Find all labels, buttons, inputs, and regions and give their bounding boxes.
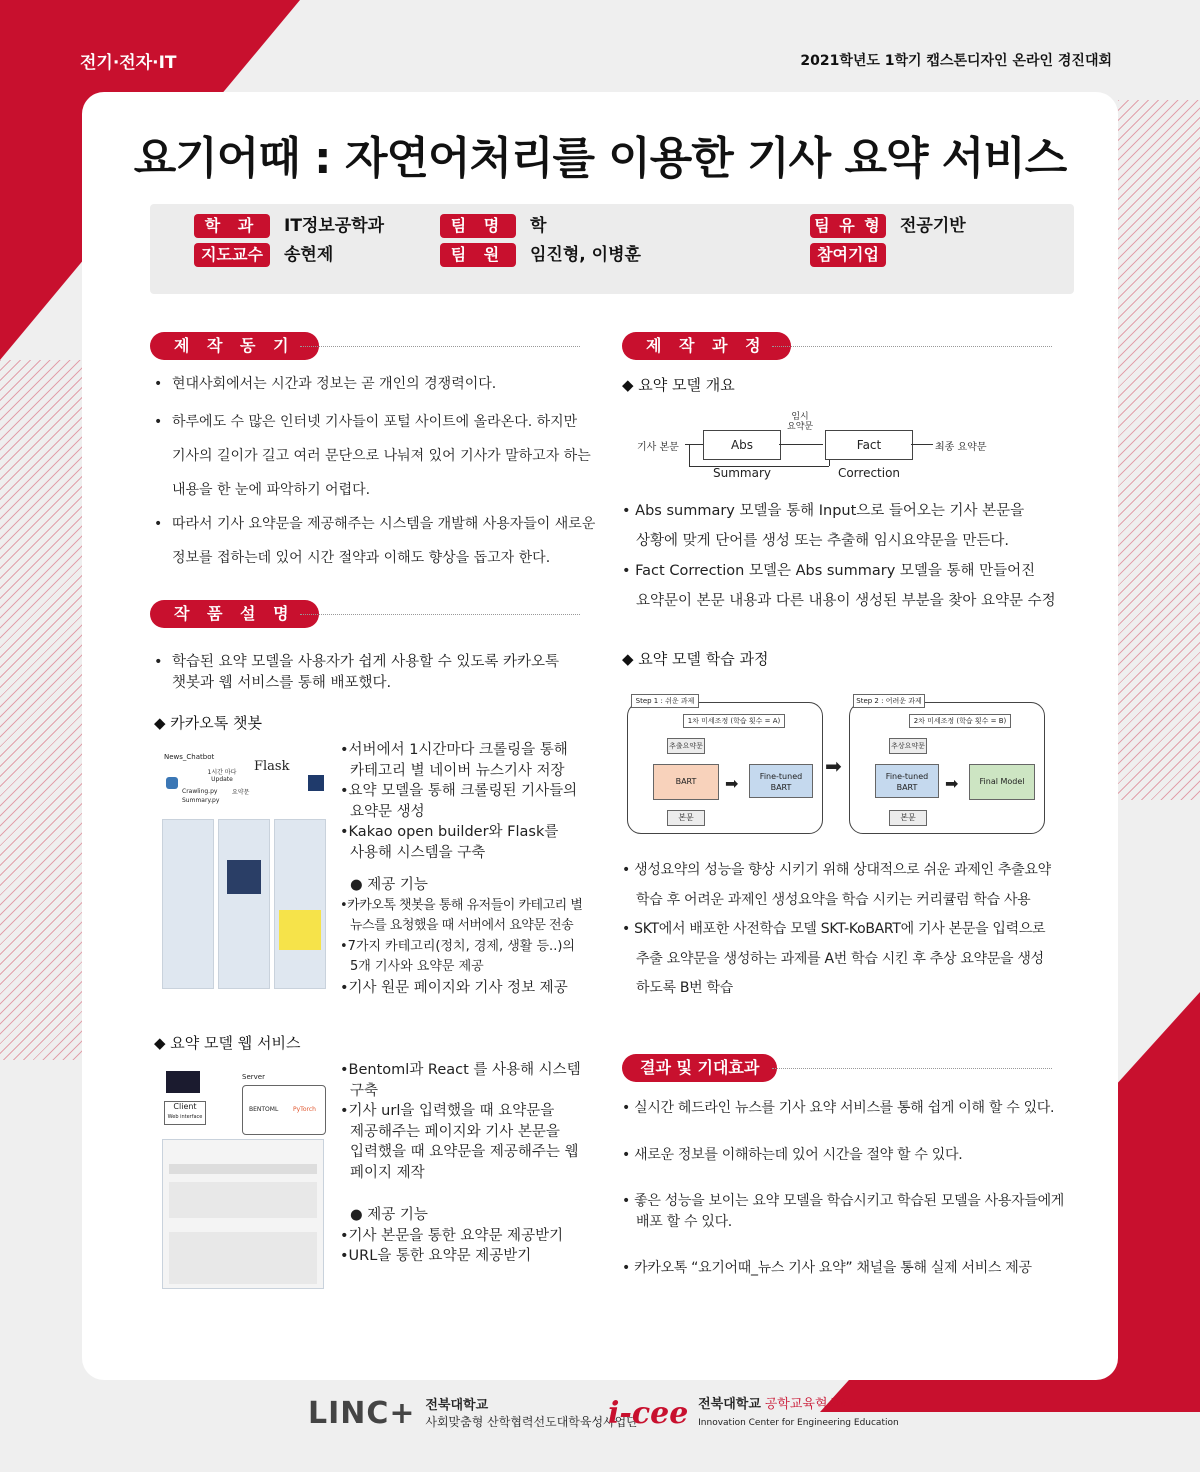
linc-logo: LINC+ [308,1396,416,1431]
icee-center: 공학교육혁신센터 [764,1397,866,1412]
linc-logo-group [308,1396,638,1431]
motivation-line-6: 정보를 접하는데 있어 시간 절약과 이해도 향상을 돕고자 한다. [172,550,551,566]
dept-tag: 학 과 [194,214,270,238]
step1-label: Step 1 : 쉬운 과제 [631,694,699,708]
results-section [622,1054,1052,1082]
description-heading: 작 품 설 명 [150,600,319,628]
description-intro: • 학습된 요약 모델을 사용자가 쉽게 사용할 수 있도록 카카오톡 챗봇과 웹 서비스를 통해 배포했다. [154,654,560,691]
description-section [150,600,580,628]
diagram-final-label: 최종 요약문 [935,442,987,453]
ext-summary-box: 추출요약문 [667,738,705,754]
members-value: 임진형, 이병훈 [530,245,641,265]
fig-summary-label: Summary.py [182,797,220,804]
motivation-line-3: 기사의 길이가 길고 여러 문단으로 나눠져 있어 기사가 말하고자 하는 [172,448,591,464]
web-desc: •Bentoml과 React 를 사용해 시스템 구축 •기사 url을 입력했을 때 요약문을 제공해주는 페이지와 기사 본문을 입력했을 때 요약문을 제공해주는 웹 페이지 제작 ● 제공 기능 •기사 본문을 통한 요약문 제공받기 •URL을 통한 요약문 제공받기 [340,1062,581,1264]
type-value: 전공기반 [900,216,966,236]
process-heading: 제 작 과 정 [622,332,791,360]
web-screenshot [162,1139,324,1289]
stripe-pattern-left [0,360,82,1060]
fig-torch-label: PyTorch [293,1106,316,1113]
icee-logo: i-cee [608,1396,689,1431]
overview-title: ◆ 요약 모델 개요 [622,376,735,394]
company-tag: 참여기업 [810,243,886,267]
stripe-pattern-right [1118,100,1200,800]
fig-newschatbot-label: News_Chatbot [164,753,215,761]
icee-en: Innovation Center for Engineering Education [698,1418,899,1428]
overview-desc: • Abs summary 모델을 통해 Input으로 들어오는 기사 본문을 상황에 맞게 단어를 생성 또는 추출해 임시요약문을 만든다. • Fact Correction 모델은 Abs summary 모델을 통해 만들어진 요약문이 본문 내용과 다른 내용이 생성된 부분을 찾아 요약문 수정 [622,503,1056,609]
poster-card [82,92,1118,1380]
ft-bart-box-2: Fine-tuned BART [875,764,939,798]
motivation-line-1: • 현대사회에서는 시간과 정보는 곧 개인의 경쟁력이다. [154,376,497,392]
step1-sub: 1차 미세조정 (학습 횟수 = A) [683,714,785,728]
members-tag: 팀 원 [440,243,516,267]
diagram-temp-label: 임시 요약문 [787,412,814,432]
dept-value: IT정보공학과 [284,216,385,236]
flask-logo: Flask [254,759,290,774]
train-title: ◆ 요약 모델 학습 과정 [622,650,769,668]
motivation-line-4: 내용을 한 눈에 파악하기 어렵다. [172,482,371,498]
team-tag: 팀 명 [440,214,516,238]
web-figure [162,1067,327,1292]
results-list: • 실시간 헤드라인 뉴스를 기사 요약 서비스를 통해 쉽게 이해 할 수 있다. • 새로운 정보를 이해하는데 있어 시간을 절약 할 수 있다. • 좋은 성능을 보이는 요약 모델을 학습시키고 학습된 모델을 사용자들에게 배포 할 수 있다. • 카카오톡 “요기어때_뉴스 기사 요약” 채널을 통해 실제 서비스 제공 [622,1100,1065,1276]
results-heading: 결과 및 기대효과 [622,1054,777,1082]
fig-client-box: Client Web interface [164,1101,206,1125]
arrow-icon-2: ➡ [945,774,959,793]
fig-server-label: Server [242,1073,265,1081]
advisor-value: 송현제 [284,245,334,265]
motivation-line-2: • 하루에도 수 많은 인터넷 기사들이 포털 사이트에 올라온다. 하지만 [154,414,578,430]
type-tag: 팀 유 형 [810,214,886,238]
training-diagram [627,690,1047,835]
fig-server-box [242,1085,326,1135]
linc-univ: 전북대학교 [425,1398,489,1413]
step2-label: Step 2 : 어려운 과제 [853,694,925,708]
step2-sub: 2차 미세조정 (학습 횟수 = B) [909,714,1011,728]
chatbot-title: ◆ 카카오톡 챗봇 [154,714,263,732]
fig-update-label: 1시간 마다 Update [207,769,237,783]
fig-summ-label: 요약문 [232,789,250,796]
chatbot-screenshot-2 [218,819,270,989]
arrow-icon: ➡ [725,774,739,793]
server-icon [308,775,324,791]
react-icon [166,1071,200,1093]
abs-summary-box: Abs Summary [703,430,781,460]
bart-box: BART [653,764,719,800]
icee-univ: 전북대학교 [698,1397,761,1412]
ft-bart-box-1: Fine-tuned BART [749,764,813,798]
motivation-heading: 제 작 동 기 [150,332,319,360]
team-info-box [150,204,1074,294]
category-label: 전기·전자·IT [80,53,177,73]
fact-correction-box: Fact Correction [825,430,913,460]
src-box-1: 본문 [667,810,705,826]
chatbot-screenshot-1 [162,819,214,989]
overview-diagram [637,410,997,480]
chatbot-figure [162,747,322,997]
team-value: 학 [530,216,547,236]
step-arrow-icon: ➡ [825,754,842,778]
motivation-section [150,332,580,360]
train-desc: • 생성요약의 성능을 향상 시키기 위해 상대적으로 쉬운 과제인 추출요약 학습 후 어려운 과제인 생성요약을 학습 시키는 커리큘럼 학습 사용 • SKT에서 배포한 사전학습 모델 SKT-KoBART에 기사 본문을 입력으로 추출 요약문을 생성하는 과제를 A번 학습 시킨 후 추상 요약문을 생성 하도록 B번 학습 [622,862,1051,996]
src-box-2: 본문 [889,810,927,826]
contest-label: 2021학년도 1학기 캡스톤디자인 온라인 경진대회 [800,53,1112,69]
final-model-box: Final Model [969,764,1035,800]
icee-logo-group [608,1396,899,1431]
advisor-tag: 지도교수 [194,243,270,267]
linc-org: 사회맞춤형 산학협력선도대학육성사업단 [425,1415,638,1429]
chatbot-screenshot-3 [274,819,326,989]
fig-crawling-label: Crawling.py [182,788,218,795]
web-title: ◆ 요약 모델 웹 서비스 [154,1034,301,1052]
python-icon [166,777,178,789]
process-section [622,332,1052,360]
abs-summary-box-2: 추상요약문 [889,738,927,754]
chatbot-desc: •서버에서 1시간마다 크롤링을 통해 카테고리 별 네이버 뉴스기사 저장 •요약 모델을 통해 크롤링된 기사들의 요약문 생성 •Kakao open builder와 Flask를 사용해 시스템을 구축 ● 제공 기능 •카카오톡 챗봇을 통해 유저들이 카테고리 별 뉴스를 요청했을 때 서버에서 요약문 전송 •7가지 카테고리(정치, 경제, 생활 등..)의 5개 기사와 요약문 제공 •기사 원문 페이지와 기사 정보 제공 [340,742,583,996]
diagram-input-label: 기사 본문 [637,442,679,453]
fig-bento-label: BENTOML [249,1106,279,1113]
motivation-line-5: • 따라서 기사 요약문을 제공해주는 시스템을 개발해 사용자들이 새로운 [154,516,596,532]
poster-title: 요기어때 : 자연어처리를 이용한 기사 요약 서비스 [133,133,1067,184]
